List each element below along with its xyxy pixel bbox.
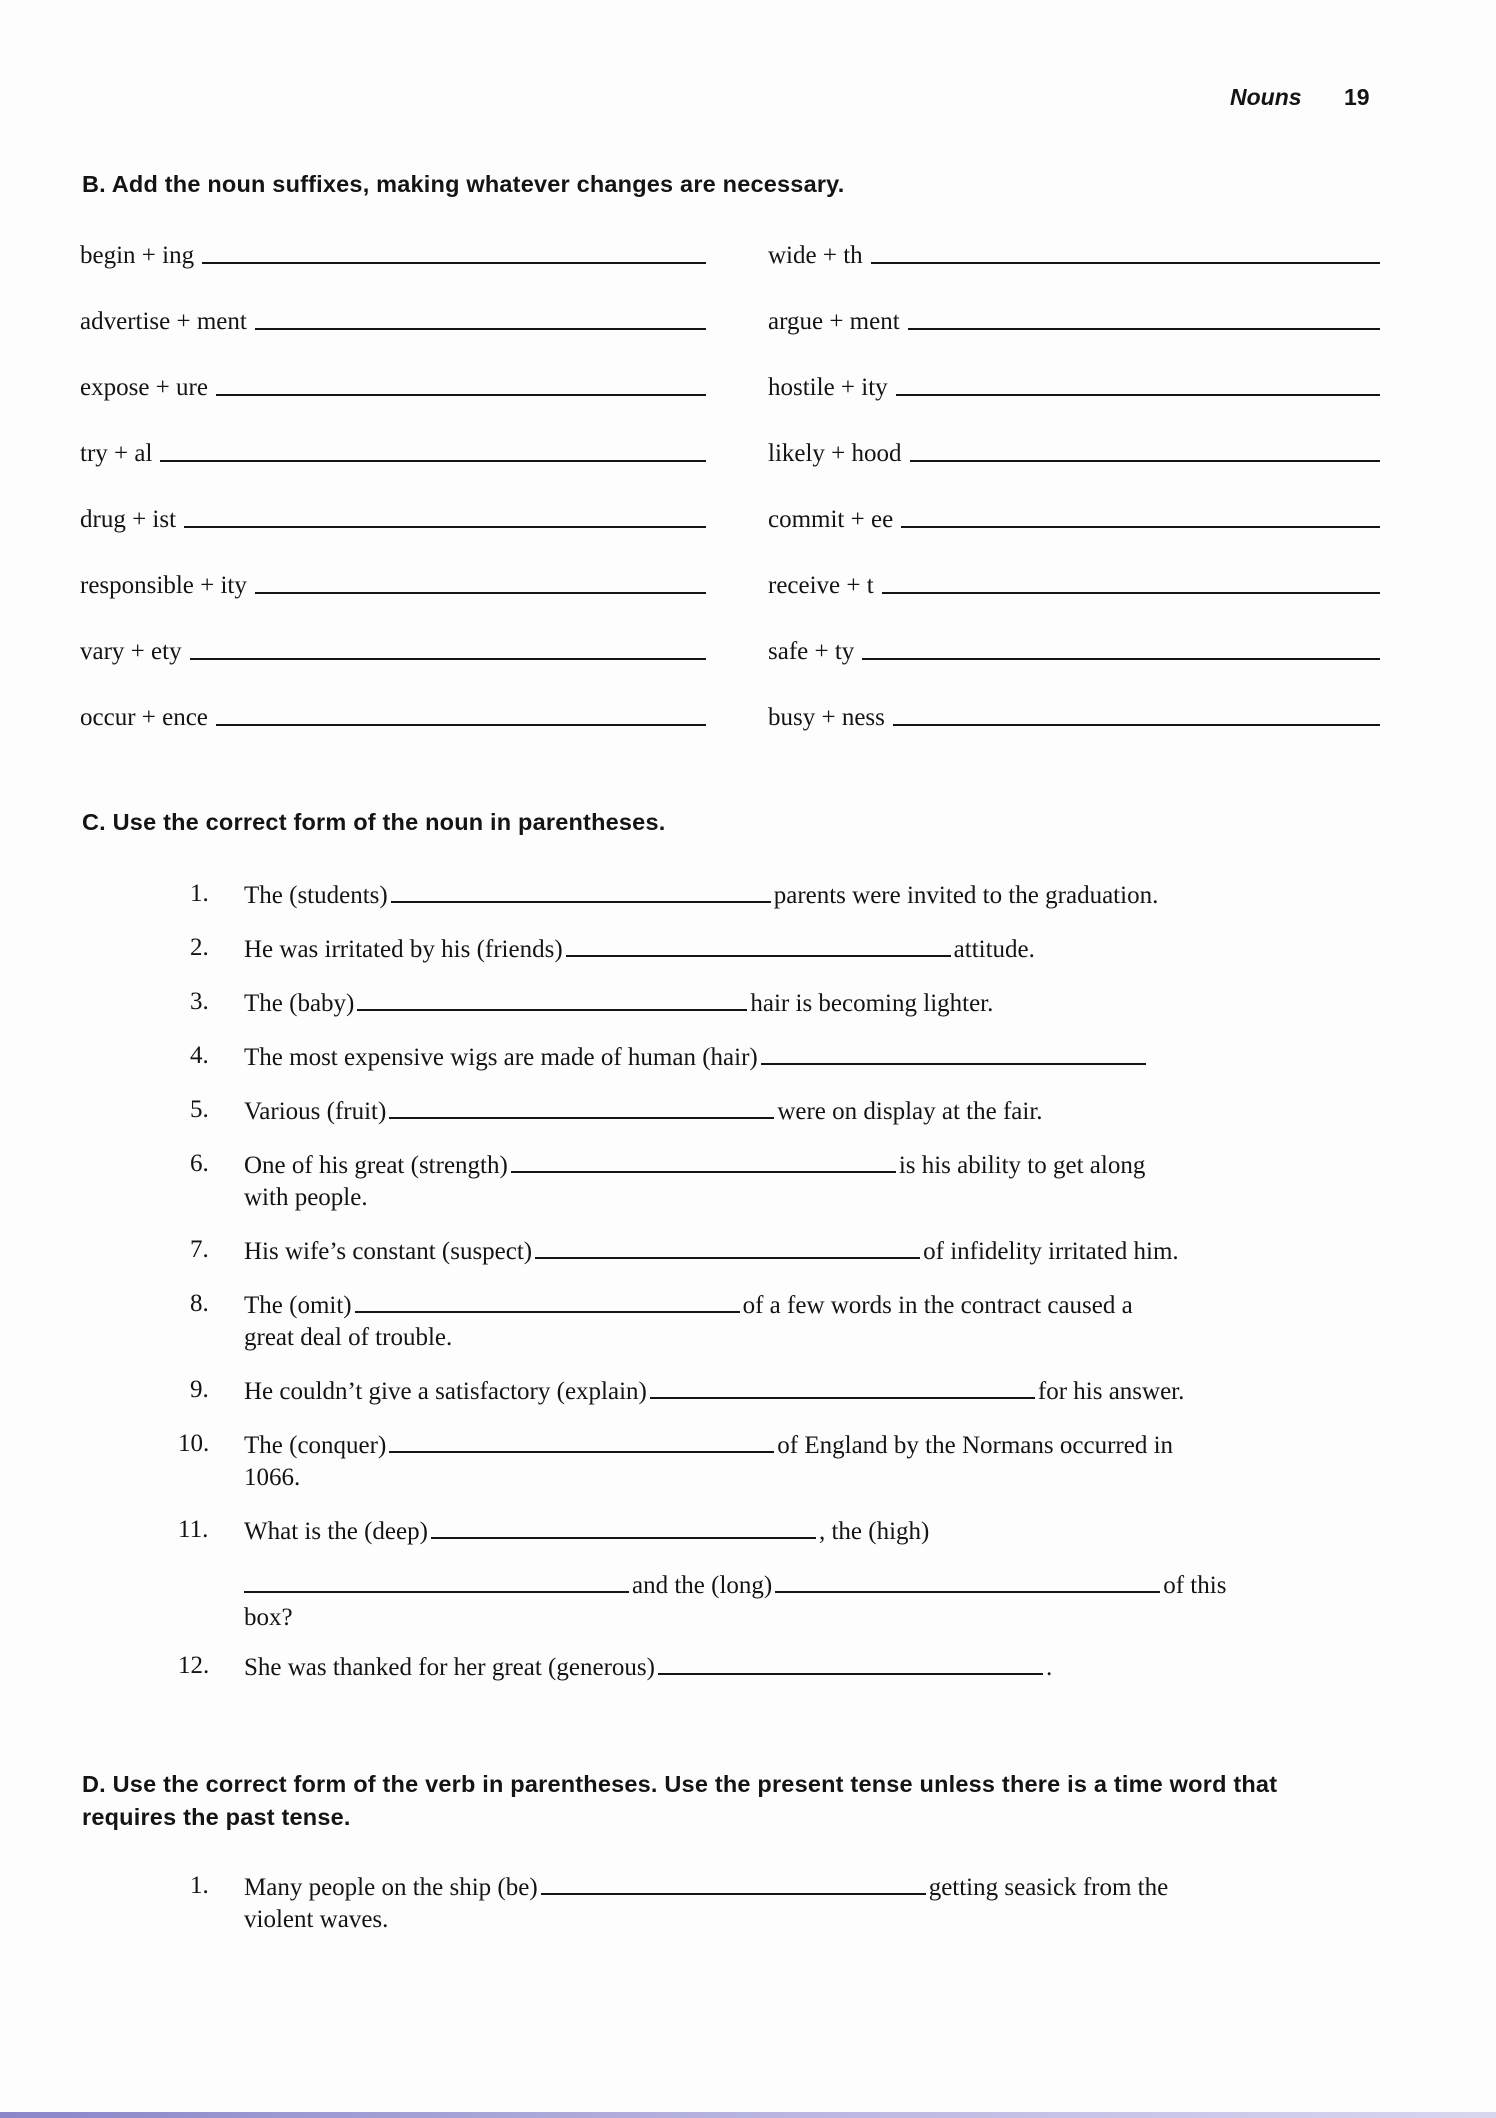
prompt-text: The (conquer) [244, 1432, 387, 1459]
continuation-text: were on display at the fair. [777, 1098, 1043, 1125]
answer-blank[interactable] [535, 1256, 920, 1259]
answer-blank[interactable] [184, 526, 706, 528]
answer-blank[interactable] [355, 1310, 740, 1313]
chapter-title: Nouns [1230, 84, 1302, 110]
answer-blank[interactable] [908, 328, 1380, 330]
suffix-exercise-row [768, 236, 1380, 270]
answer-blank[interactable] [431, 1536, 816, 1539]
prompt-text: The (baby) [244, 990, 355, 1017]
prompt-text: The most expensive wigs are made of human (hair) [244, 1044, 758, 1071]
continuation-text: attitude. [953, 936, 1035, 963]
item-text [244, 880, 1274, 912]
item-text [244, 1430, 1274, 1494]
suffix-prompt: begin + ing [80, 242, 195, 269]
section-c-instruction: C. Use the correct form of the noun in parentheses. [82, 809, 666, 835]
suffix-exercise-row [80, 500, 706, 534]
suffix-prompt: likely + hood [768, 440, 902, 467]
continuation-text: of a few words in the contract caused a [742, 1292, 1133, 1319]
suffix-prompt: commit + ee [768, 506, 894, 533]
item-text [244, 1872, 1274, 1936]
continuation-text: great deal of trouble. [244, 1324, 453, 1351]
answer-blank[interactable] [910, 460, 1380, 462]
answer-blank[interactable] [389, 1450, 774, 1453]
suffix-prompt: advertise + ment [80, 308, 247, 335]
answer-blank[interactable] [160, 460, 706, 462]
continuation-text: for his answer. [1037, 1378, 1185, 1405]
answer-blank[interactable] [566, 954, 951, 957]
answer-blank[interactable] [255, 592, 706, 594]
answer-blank[interactable] [882, 592, 1380, 594]
answer-blank[interactable] [658, 1672, 1043, 1675]
item-number: 12. [178, 1652, 210, 1679]
answer-blank[interactable] [896, 394, 1380, 396]
suffix-exercise-row [80, 434, 706, 468]
answer-blank[interactable] [511, 1170, 896, 1173]
prompt-text: He was irritated by his (friends) [244, 936, 563, 963]
item-number: 3. [190, 988, 209, 1015]
suffix-prompt: occur + ence [80, 704, 208, 731]
answer-blank[interactable] [893, 724, 1380, 726]
suffix-exercise-row [768, 566, 1380, 600]
continuation-text: violent waves. [244, 1906, 389, 1933]
item-number: 10. [178, 1430, 210, 1457]
section-d-instruction: D. Use the correct form of the verb in parentheses. Use the present tense unless there is a time word that requires the past tense. [82, 1771, 1278, 1830]
suffix-exercise-row [80, 368, 706, 402]
suffix-exercise-row [768, 500, 1380, 534]
continuation-text: is his ability to get along [898, 1152, 1146, 1179]
prompt-text: The (omit) [244, 1292, 352, 1319]
item-number: 2. [190, 934, 209, 961]
suffix-prompt: drug + ist [80, 506, 177, 533]
continuation-text: getting seasick from the [928, 1874, 1169, 1901]
item-text [244, 1042, 1274, 1074]
prompt-text: and the (long) [632, 1572, 773, 1599]
item-text [244, 1290, 1274, 1354]
prompt-text: What is the (deep) [244, 1518, 428, 1545]
item-text [244, 988, 1274, 1020]
prompt-text: Various (fruit) [244, 1098, 387, 1125]
running-head [1230, 84, 1370, 111]
suffix-prompt: expose + ure [80, 374, 208, 401]
answer-blank[interactable] [761, 1062, 1146, 1065]
item-number: 7. [190, 1236, 209, 1263]
suffix-exercise-row [80, 632, 706, 666]
continuation-text: , the (high) [818, 1518, 930, 1545]
suffix-exercise-row [768, 632, 1380, 666]
suffix-prompt: safe + ty [768, 638, 855, 665]
suffix-exercise-row [768, 368, 1380, 402]
suffix-prompt: hostile + ity [768, 374, 888, 401]
answer-blank[interactable] [244, 1590, 629, 1593]
continuation-text: of England by the Normans occurred in [777, 1432, 1174, 1459]
prompt-text: Many people on the ship (be) [244, 1874, 538, 1901]
answer-blank[interactable] [650, 1396, 1035, 1399]
answer-blank[interactable] [391, 900, 771, 903]
suffix-prompt: try + al [80, 440, 153, 467]
answer-blank[interactable] [202, 262, 706, 264]
item-number: 9. [190, 1376, 209, 1403]
answer-blank[interactable] [190, 658, 706, 660]
prompt-text: He couldn’t give a satisfactory (explain) [244, 1378, 647, 1405]
answer-blank[interactable] [216, 394, 706, 396]
item-text [244, 1150, 1274, 1214]
suffix-exercise-row [768, 434, 1380, 468]
item-text [244, 1516, 1274, 1634]
item-number: 6. [190, 1150, 209, 1177]
item-text [244, 934, 1274, 966]
item-number: 5. [190, 1096, 209, 1123]
answer-blank[interactable] [901, 526, 1380, 528]
item-text [244, 1236, 1274, 1268]
item-text [244, 1376, 1274, 1408]
item-number: 8. [190, 1290, 209, 1317]
scan-edge [0, 2112, 1496, 2118]
answer-blank[interactable] [775, 1590, 1160, 1593]
prompt-text: His wife’s constant (suspect) [244, 1238, 533, 1265]
continuation-text: parents were invited to the graduation. [773, 882, 1159, 909]
item-text [244, 1652, 1274, 1684]
suffix-exercise-row [80, 236, 706, 270]
prompt-text: She was thanked for her great (generous) [244, 1654, 655, 1681]
answer-blank[interactable] [871, 262, 1380, 264]
suffix-prompt: receive + t [768, 572, 874, 599]
suffix-exercise-row [80, 566, 706, 600]
continuation-text: hair is becoming lighter. [750, 990, 994, 1017]
answer-blank[interactable] [389, 1116, 774, 1119]
suffix-prompt: responsible + ity [80, 572, 247, 599]
suffix-exercise-row [768, 698, 1380, 732]
prompt-text: The (students) [244, 882, 388, 909]
item-number: 1. [190, 1872, 209, 1899]
item-text [244, 1096, 1274, 1128]
continuation-text: box? [244, 1604, 293, 1631]
continuation-text: with people. [244, 1184, 368, 1211]
section-b-instruction: B. Add the noun suffixes, making whatever changes are necessary. [82, 171, 845, 197]
answer-blank[interactable] [216, 724, 706, 726]
suffix-prompt: wide + th [768, 242, 863, 269]
suffix-exercise-row [80, 302, 706, 336]
item-number: 4. [190, 1042, 209, 1069]
page-number: 19 [1343, 84, 1370, 110]
suffix-exercise-row [80, 698, 706, 732]
answer-blank[interactable] [862, 658, 1380, 660]
continuation-text: 1066. [244, 1464, 301, 1491]
suffix-prompt: argue + ment [768, 308, 900, 335]
answer-blank[interactable] [541, 1892, 926, 1895]
continuation-text: . [1045, 1654, 1053, 1681]
suffix-prompt: busy + ness [768, 704, 885, 731]
answer-blank[interactable] [255, 328, 706, 330]
item-number: 11. [178, 1516, 209, 1543]
suffix-exercise-row [768, 302, 1380, 336]
continuation-text: of infidelity irritated him. [923, 1238, 1179, 1265]
answer-blank[interactable] [357, 1008, 747, 1011]
prompt-text: One of his great (strength) [244, 1152, 508, 1179]
continuation-text: of this [1163, 1572, 1227, 1599]
item-number: 1. [190, 880, 209, 907]
suffix-prompt: vary + ety [80, 638, 182, 665]
